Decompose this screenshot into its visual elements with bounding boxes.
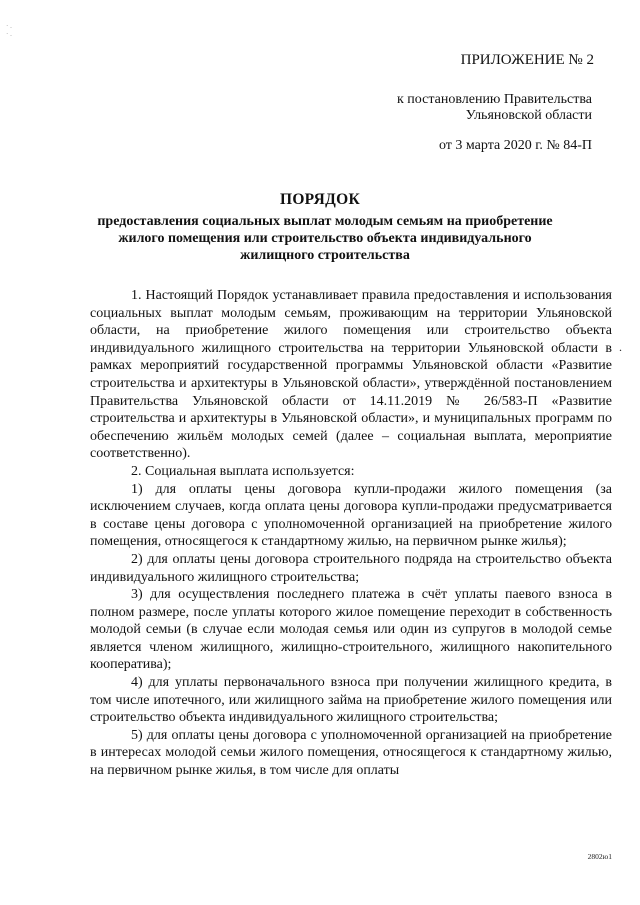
appendix-region-line: Ульяновской области: [465, 108, 592, 123]
stray-dot-mark: .: [619, 340, 622, 354]
appendix-date-line: от 3 марта 2020 г. № 84-П: [438, 138, 592, 153]
footer-code: 2802ю1: [587, 852, 612, 861]
paragraph-1: 1. Настоящий Порядок устанавливает правила предоставления и использования социальных выплат молодым семьям, проживающим на территории Ульяновской области, на приобретение жилого помещения или строительство объекта индивидуального жилищного строительства на территории Ульяновской области в рамках мероприятий государственной программы Ульяновской области «Развитие строительства и архитектуры в Ульяновской области», утверждённой постановлением Правительства Ульяновской области от 14.11.2019 № 26/583-П «Развитие строительства и архитектуры в Ульяновской области», и муниципальных программ по обеспечению жильём молодых семей (далее – социальная выплата, мероприятие соответственно).: [90, 288, 612, 462]
list-item-4: 4) для уплаты первоначального взноса при получении жилищного кредита, в том числе ипотечного, или жилищного займа на приобретение жилого помещения или строительство объекта индивидуального жилищного строительства;: [90, 675, 612, 726]
document-title: ПОРЯДОК: [279, 191, 361, 208]
list-item-2: 2) для оплаты цены договора строительного подряда на строительство объекта индивидуального жилищного строительства;: [90, 551, 612, 585]
list-item-5: 5) для оплаты цены договора с уполномоченной организацией на приобретение в интересах молодой семьи жилого помещения, относящегося к стандартному жилью, на первичном рынке жилья, в том числе для оплаты: [90, 727, 612, 779]
appendix-resolution-line: к постановлению Правительства: [396, 92, 592, 107]
document-subtitle: предоставления социальных выплат молодым семьям на приобретение жилого помещения или строительство объекта индивидуального жилищного строительства: [97, 214, 553, 263]
list-item-3: 3) для осуществления последнего платежа в счёт уплаты паевого взноса в полном размере, после уплаты которого жилое помещение переходит в собственность молодой семьи (в случае если молодая семья или один из супругов в молодой семье является членом жилищного, жилищно-строительного, жилищного накопительного кооператива);: [90, 587, 612, 673]
document-body: [90, 287, 612, 780]
list-item-1: 1) для оплаты цены договора купли-продажи жилого помещения (за исключением случаев, когда оплата цены договора купли-продажи предусматривается в составе цены договора с уполномоченной организацией на приобретение жилого помещения, относящегося к стандартному жилью, на первичном рынке жилья);: [90, 481, 612, 550]
scan-artifact-mark: · . · .: [6, 22, 12, 38]
paragraph-2: 2. Социальная выплата используется:: [131, 463, 355, 479]
appendix-title: ПРИЛОЖЕНИЕ № 2: [460, 52, 594, 68]
